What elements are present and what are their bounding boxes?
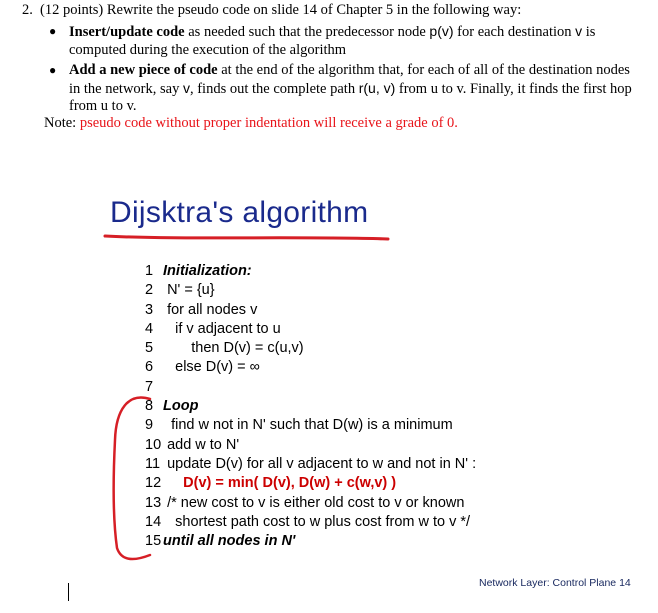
line-number: 1: [145, 263, 154, 279]
code-line: [145, 416, 476, 435]
code-line: [145, 339, 476, 358]
line-indent: [159, 282, 167, 298]
code-line: [145, 436, 476, 455]
bullet-text: , finds out the complete path: [189, 80, 359, 97]
code-text: else D(v) = ∞: [175, 359, 260, 376]
text-cursor: [68, 583, 69, 601]
line-indent: [159, 417, 171, 433]
line-number: 8: [145, 398, 154, 415]
code-line: [145, 513, 476, 532]
line-indent: [159, 321, 175, 337]
code-text: for all nodes v: [167, 301, 258, 318]
title-underline: [105, 236, 388, 239]
line-number: 7: [145, 378, 154, 395]
line-indent: [159, 475, 183, 491]
bullet-code: v: [575, 23, 583, 39]
code-line: [145, 378, 476, 397]
code-text: if v adjacent to u: [175, 320, 281, 337]
code-line: [145, 320, 476, 339]
code-line: [145, 358, 476, 377]
bullet-icon: ●: [49, 63, 57, 77]
code-text: find w not in N' such that D(w) is a minimum: [171, 417, 453, 434]
bullet-text: at the end of the algorithm that, for each of all of the destination nodes in the network, say: [69, 62, 630, 97]
line-number: 2: [145, 282, 154, 299]
line-number: 12: [145, 475, 162, 492]
code-line: [145, 474, 476, 493]
code-text: Loop: [163, 398, 199, 415]
bullet-text: is computed during the execution of the algorithm: [69, 24, 596, 58]
code-line: [145, 281, 476, 300]
slide-title: Dijsktra's algorithm: [110, 196, 369, 229]
line-number: 15: [145, 533, 162, 550]
bullet-text: for each destination: [453, 24, 576, 40]
bullet-bold: Add a new piece of code: [69, 62, 218, 78]
line-number: 6: [145, 359, 154, 376]
bullet-code: v: [182, 79, 190, 96]
code-line: [145, 397, 476, 416]
pseudo-code: [145, 262, 476, 551]
code-text: then D(v) = c(u,v): [191, 340, 304, 357]
line-number: 5: [145, 340, 154, 357]
code-text: update D(v) for all v adjacent to w and not in N' :: [167, 455, 477, 472]
code-text: shortest path cost to w plus cost from w to v */: [175, 513, 471, 530]
code-line: [145, 494, 476, 513]
code-line: [145, 532, 476, 551]
bullet-text: from u to v. Finally, it finds the first hop from u to v.: [69, 80, 632, 114]
slide-footer: Network Layer: Control Plane 14: [479, 577, 631, 589]
note-label: Note:: [44, 115, 77, 131]
bullet-code: p(v): [429, 23, 454, 39]
line-indent: [159, 302, 167, 318]
line-indent: [159, 437, 167, 453]
code-text: Initialization:: [163, 263, 252, 279]
bullet-code: r(u, v): [358, 79, 396, 96]
line-number: 10: [145, 436, 162, 453]
line-number: 4: [145, 320, 154, 337]
code-text: add w to N': [167, 436, 240, 453]
code-line: [145, 301, 476, 320]
line-number: 3: [145, 301, 154, 318]
line-indent: [159, 456, 167, 472]
question-number: 2.: [22, 2, 33, 18]
note-text: pseudo code without proper indentation will receive a grade of 0.: [76, 115, 458, 131]
code-text: N' = {u}: [167, 282, 215, 299]
bullet-bold: Insert/update code: [69, 24, 185, 40]
line-indent: [159, 514, 175, 530]
bullet-icon: ●: [49, 24, 57, 38]
line-number: 13: [145, 494, 162, 511]
code-text: until all nodes in N': [163, 533, 296, 550]
line-number: 14: [145, 513, 162, 530]
line-number: 9: [145, 417, 154, 434]
code-line: [145, 455, 476, 474]
line-indent: [159, 359, 175, 375]
code-text: D(v) = min( D(v), D(w) + c(w,v) ): [183, 475, 397, 492]
line-indent: [159, 495, 167, 511]
code-text: /* new cost to v is either old cost to v or known: [167, 494, 465, 511]
bullet-text: as needed such that the predecessor node: [184, 24, 430, 40]
line-indent: [159, 340, 191, 356]
line-number: 11: [145, 455, 161, 472]
code-line: [145, 262, 476, 281]
question-header: (12 points) Rewrite the pseudo code on slide 14 of Chapter 5 in the following way:: [40, 2, 522, 18]
